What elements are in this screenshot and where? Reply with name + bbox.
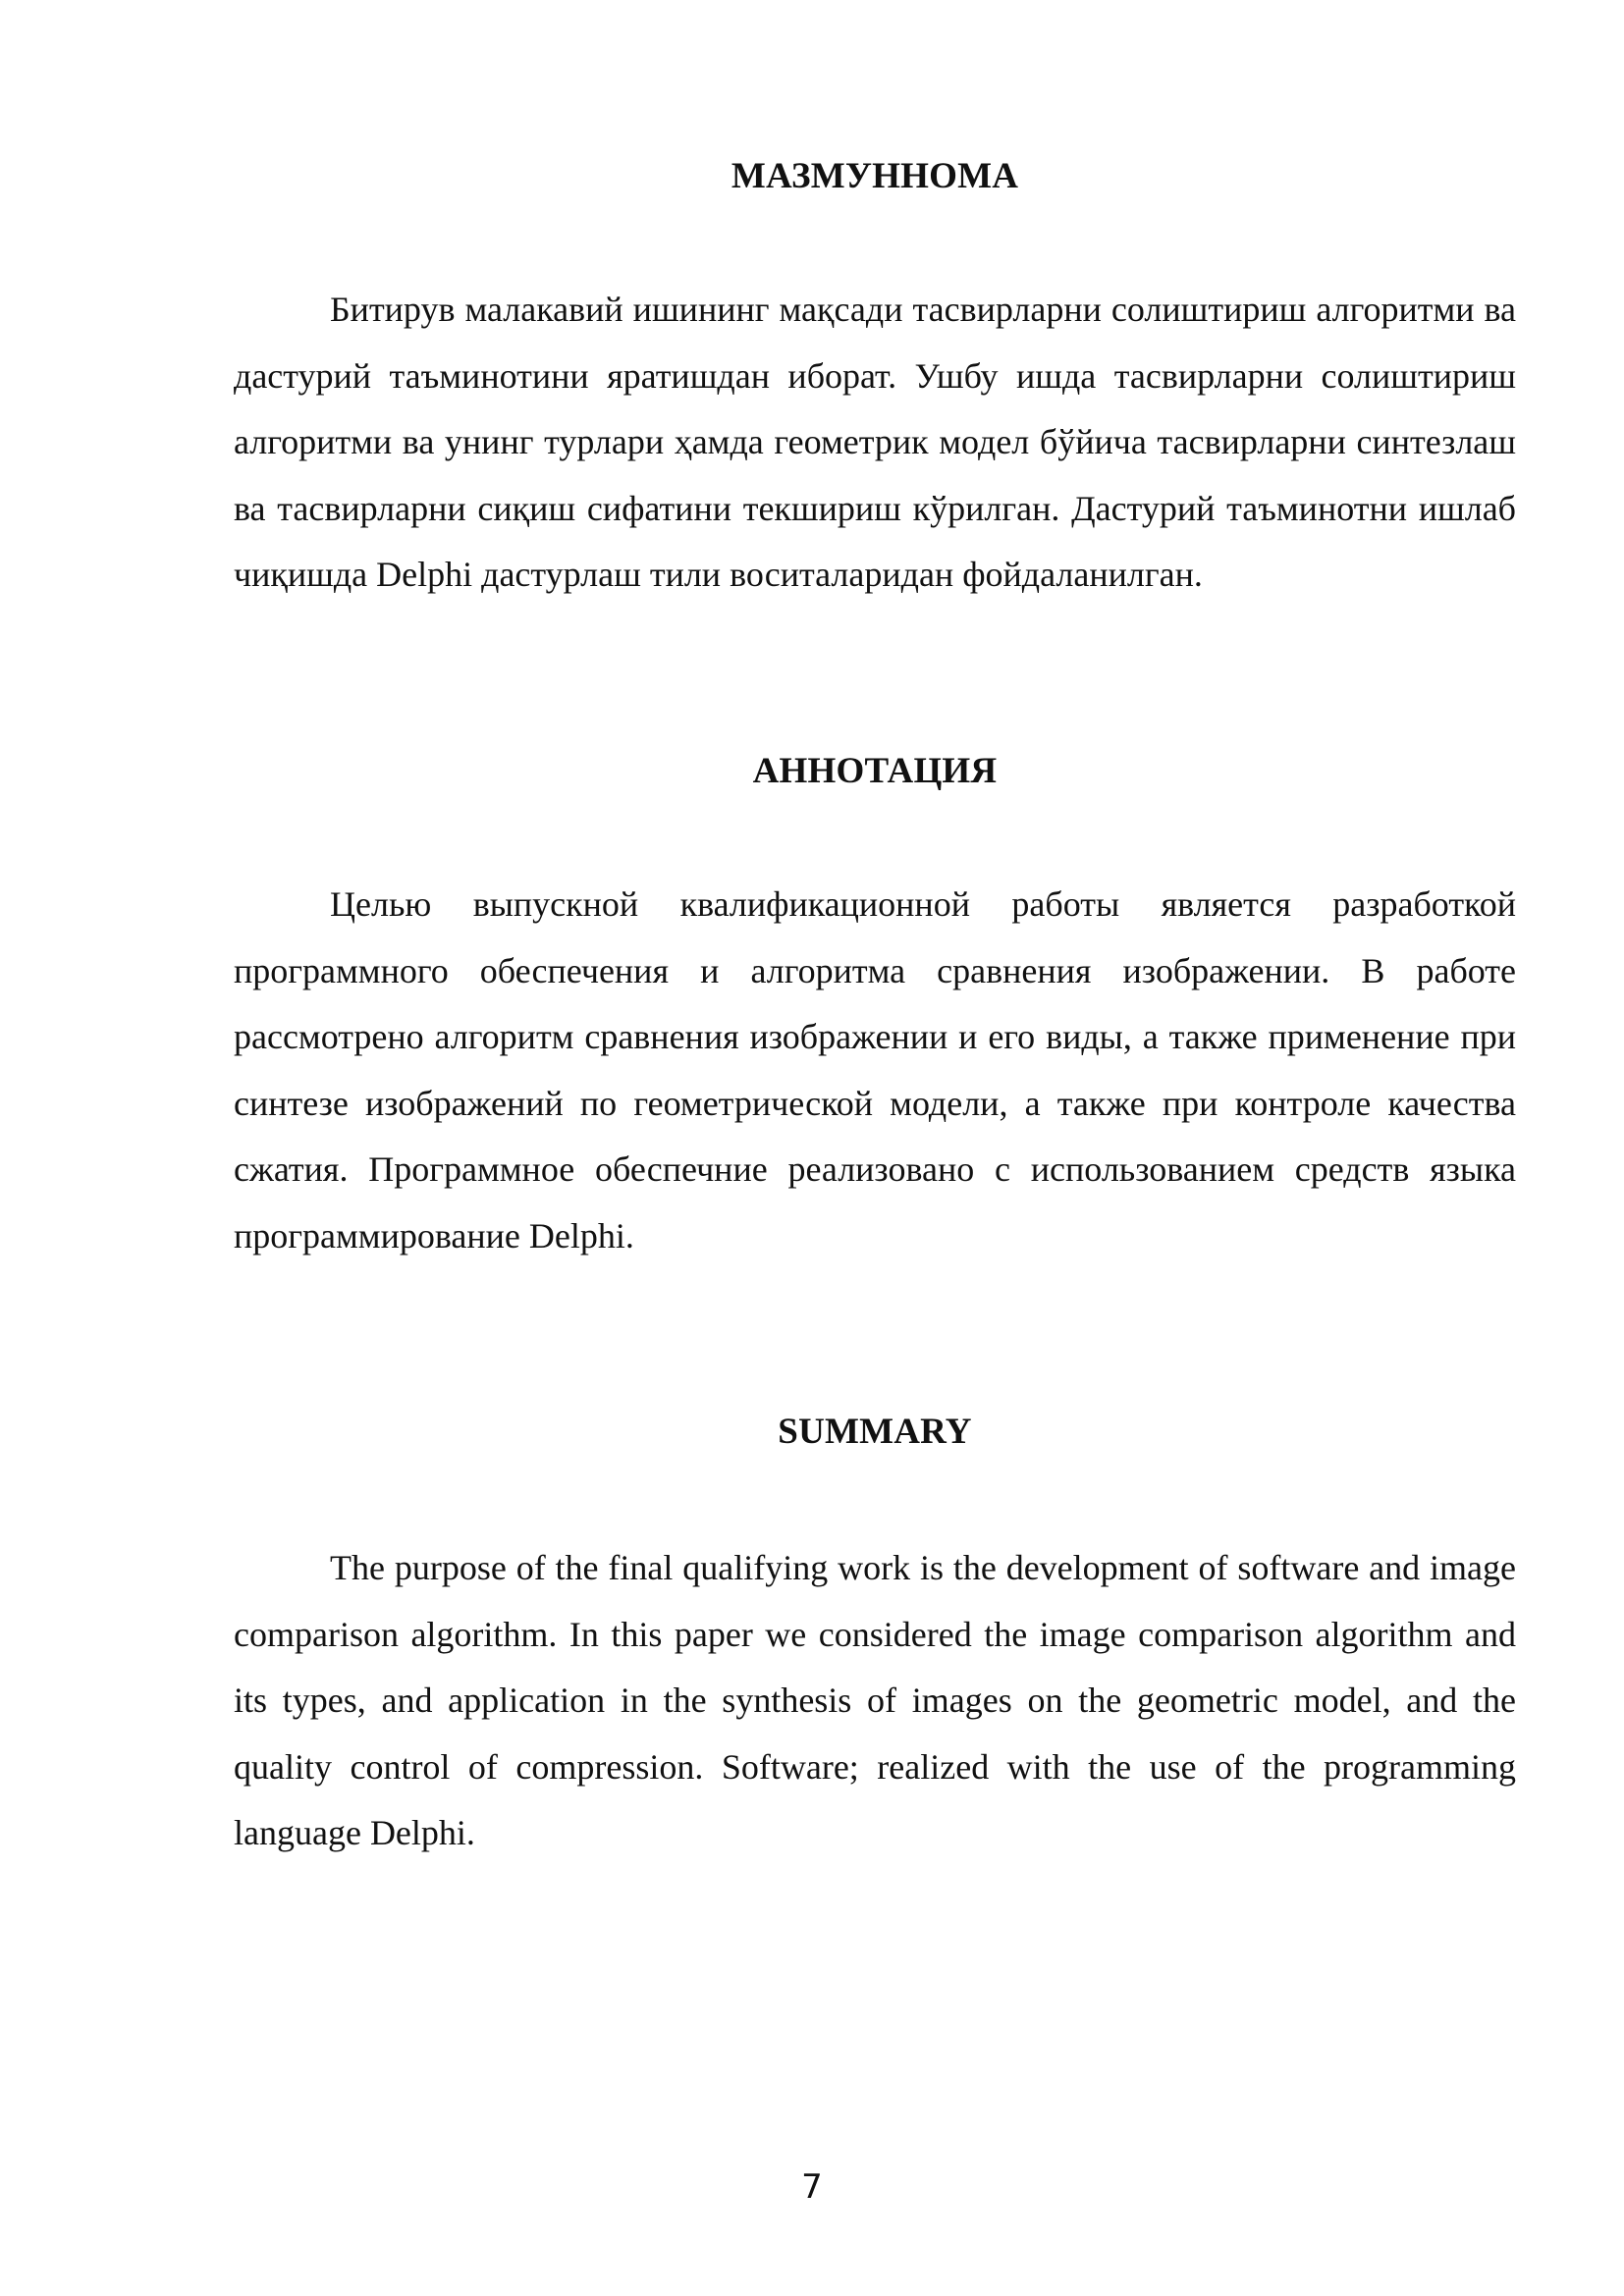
paragraph-annotation: Целью выпускной квалификационной работы является разработкой программного обеспечения и алгоритма сравнения изображении. В работе рассмотрено алгоритм сравнения изображении и его виды, а также применение при синтезе изображений по геометрической модели, а также при контроле качества сжатия. Программное обеспечние реализовано с использованием средств языка программирование Delphi. <box>234 884 1516 1255</box>
heading-mazmunnoma: МАЗМУННОМА <box>731 156 1019 196</box>
paragraph-mazmunnoma: Битирув малакавий ишининг мақсади тасвирларни солиштириш алгоритми ва дастурий таъминотини яратишдан иборат. Ушбу ишда тасвирларни солиштириш алгоритми ва унинг турлари ҳамда геометрик модел бўйича тасвирларни синтезлаш ва тасвирларни сиқиш сифатини текшириш кўрилган. Дастурий таъминотни ишлаб чиқишда Delphi дастурлаш тили воситаларидан фойдаланилган. <box>234 290 1516 594</box>
page-number: 7 <box>801 2167 823 2207</box>
heading-annotation: АННОТАЦИЯ <box>752 751 998 791</box>
heading-summary: SUMMARY <box>778 1412 972 1452</box>
paragraph-summary: The purpose of the final qualifying work is the development of software and image comparison algorithm. In this paper we considered the image comparison algorithm and its types, and application in the synthesis of images on the geometric model, and the quality control of compression. Software; realized with the use of the programming language Delphi. <box>234 1548 1516 1852</box>
